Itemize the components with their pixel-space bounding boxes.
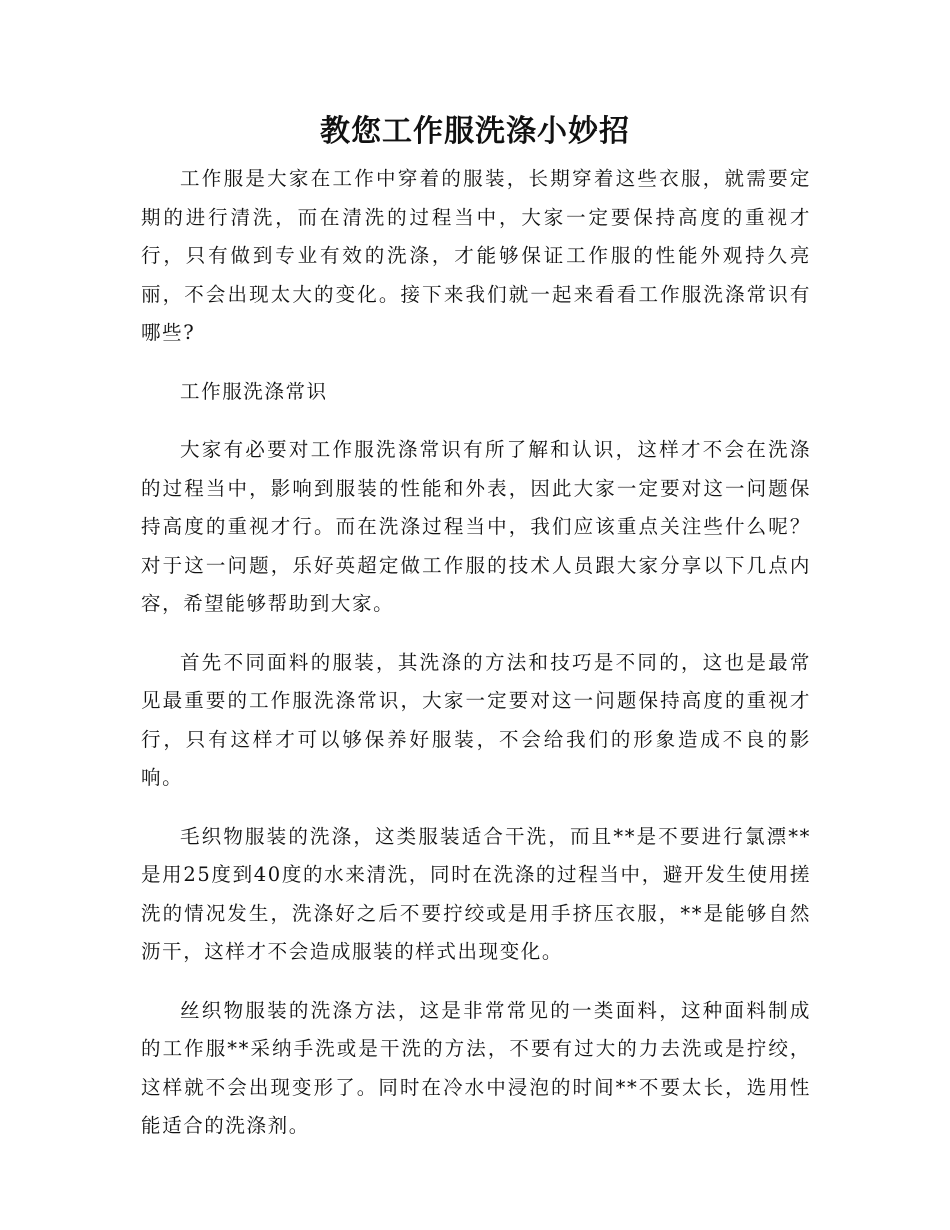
document-body [141, 160, 811, 1166]
body-paragraph: 首先不同面料的服装，其洗涤的方法和技巧是不同的，这也是最常见最重要的工作服洗涤常识，大家一定要对这一问题保持高度的重视才行，只有这样才可以够保养好服装，不会给我们的形象造成不良的影响。 [141, 650, 811, 789]
body-paragraph: 大家有必要对工作服洗涤常识有所了解和认识，这样才不会在洗涤的过程当中，影响到服装的性能和外表，因此大家一定要对这一问题保持高度的重视才行。而在洗涤过程当中，我们应该重点关注些什么呢？对于这一问题，乐好英超定做工作服的技术人员跟大家分享以下几点内容，希望能够帮助到大家。 [141, 438, 811, 615]
intro-paragraph: 工作服是大家在工作中穿着的服装，长期穿着这些衣服，就需要定期的进行清洗，而在清洗的过程当中，大家一定要保持高度的重视才行，只有做到专业有效的洗涤，才能够保证工作服的性能外观持久亮丽，不会出现太大的变化。接下来我们就一起来看看工作服洗涤常识有哪些? [141, 167, 811, 344]
section-heading: 工作服洗涤常识 [180, 379, 328, 403]
document-title: 教您工作服洗涤小妙招 [320, 114, 630, 149]
body-paragraph: 毛织物服装的洗涤，这类服装适合干洗，而且**是不要进行氯漂**是用25度到40度的水来清洗，同时在洗涤的过程当中，避开发生使用搓洗的情况发生，洗涤好之后不要拧绞或是用手挤压衣服，**是能够自然沥干，这样才不会造成服装的样式出现变化。 [141, 824, 811, 963]
body-paragraph: 丝织物服装的洗涤方法，这是非常常见的一类面料，这种面料制成的工作服**采纳手洗或是干洗的方法，不要有过大的力去洗或是拧绞，这样就不会出现变形了。同时在冷水中浸泡的时间**不要太长，选用性能适合的洗涤剂。 [141, 998, 811, 1137]
